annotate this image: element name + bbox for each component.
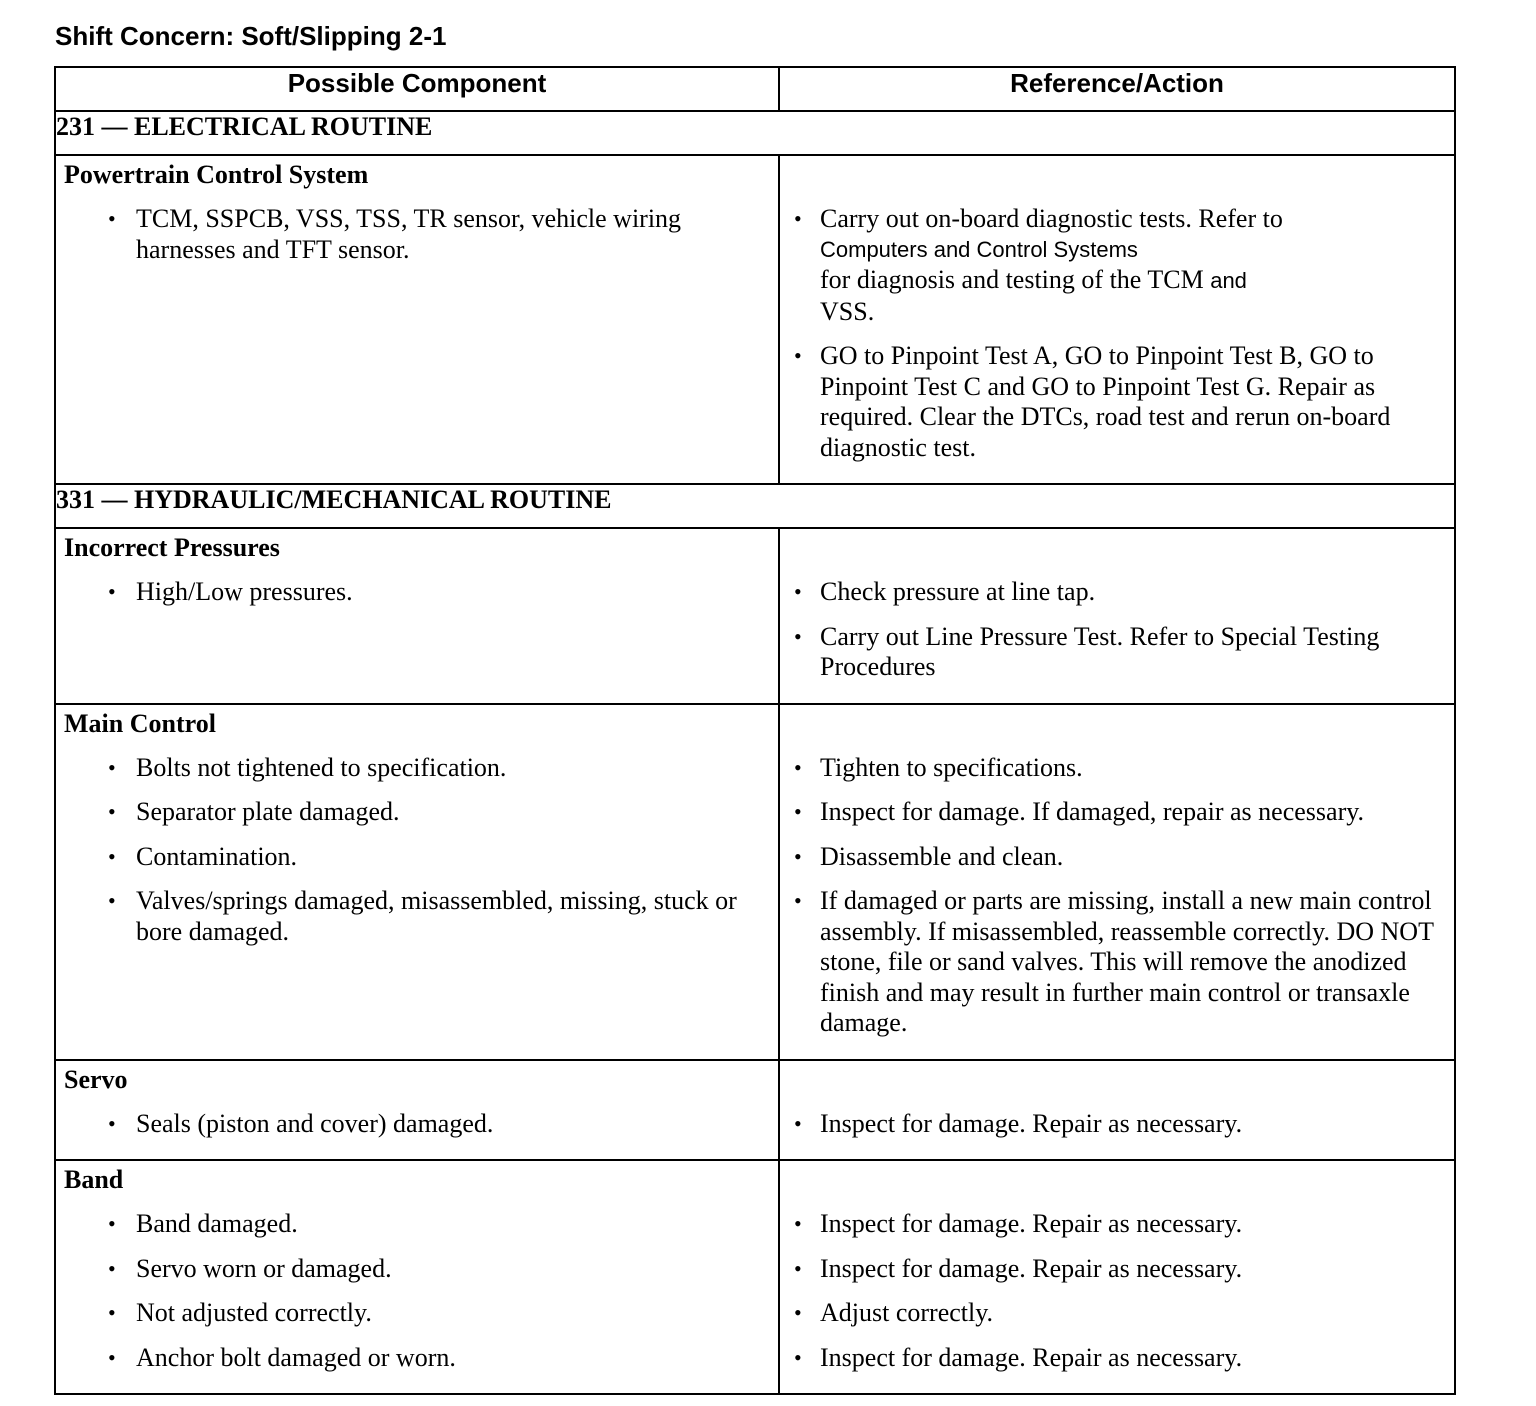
component-item: • TCM, SSPCB, VSS, TSS, TR sensor, vehicle wiring harnesses and TFT sensor. [64,204,770,265]
component-item: • Seals (piston and cover) damaged. [64,1109,770,1140]
section-row [55,111,1455,155]
action-item: • Check pressure at line tap. [792,577,1448,608]
action-item: • Disassemble and clean. [792,842,1448,873]
component-item: • Not adjusted correctly. [64,1298,770,1329]
action-text: VSS. [820,296,875,326]
column-header-action: Reference/Action [779,67,1455,111]
table-row [55,1160,1455,1394]
action-item: • GO to Pinpoint Test A, GO to Pinpoint Test B, GO to Pinpoint Test C and GO to Pinpoint Test G. Repair as required. Clear the DTCs, road test and rerun on-board diagnostic test. [792,341,1448,463]
table-row [55,528,1455,704]
action-cell [779,704,1455,1060]
group-title: Incorrect Pressures [64,533,280,562]
component-item: • Anchor bolt damaged or worn. [64,1343,770,1374]
action-item: • Carry out Line Pressure Test. Refer to Special Testing Procedures [792,622,1448,683]
component-item: • High/Low pressures. [64,577,770,608]
action-cell [779,155,1455,484]
component-cell [55,1160,779,1394]
table-row [55,155,1455,484]
reference-link: Computers and Control Systems [820,236,1138,262]
component-item: • Valves/springs damaged, misassembled, missing, stuck or bore damaged. [64,886,770,947]
component-item: • Bolts not tightened to specification. [64,753,770,784]
action-item: • Inspect for damage. If damaged, repair as necessary. [792,797,1448,828]
component-item: • Band damaged. [64,1209,770,1240]
column-header-component: Possible Component [55,67,779,111]
table-row [55,704,1455,1060]
group-title: Band [64,1165,124,1194]
group-title: Main Control [64,708,216,738]
section-heading-331: 331 — HYDRAULIC/MECHANICAL ROUTINE [55,484,1455,528]
action-item: • Inspect for damage. Repair as necessary. [792,1109,1448,1140]
section-heading-231: 231 — ELECTRICAL ROUTINE [55,111,1455,155]
table-header-row [55,67,1455,111]
action-item: • Inspect for damage. Repair as necessary. [792,1343,1448,1374]
action-item: • If damaged or parts are missing, install a new main control assembly. If misassembled, reassemble correctly. DO NOT stone, file or sand valves. This will remove the anodized finish and may result in further main control or transaxle damage. [792,886,1448,1039]
action-cell [779,1060,1455,1161]
component-item: • Separator plate damaged. [64,797,770,828]
action-item: • Inspect for damage. Repair as necessary. [792,1254,1448,1285]
component-cell [55,155,779,484]
action-conjunction: and [1210,268,1247,293]
action-item [792,204,1448,327]
section-row [55,484,1455,528]
component-cell [55,528,779,704]
table-row [55,1060,1455,1161]
action-cell [779,528,1455,704]
action-item: • Adjust correctly. [792,1298,1448,1329]
action-item: • Inspect for damage. Repair as necessary. [792,1209,1448,1240]
action-item: • Tighten to specifications. [792,753,1448,784]
component-cell [55,1060,779,1161]
group-title: Servo [64,1064,128,1094]
group-title: Powertrain Control System [64,160,369,189]
component-item: • Servo worn or damaged. [64,1254,770,1285]
component-cell [55,704,779,1060]
page-title: Shift Concern: Soft/Slipping 2-1 [55,21,447,51]
action-cell [779,1160,1455,1394]
action-text: for diagnosis and testing of the TCM and [820,265,1247,294]
action-text: • Carry out on-board diagnostic tests. Refer to [820,204,1283,233]
component-item: • Contamination. [64,842,770,873]
diagnosis-table [54,66,1456,1395]
